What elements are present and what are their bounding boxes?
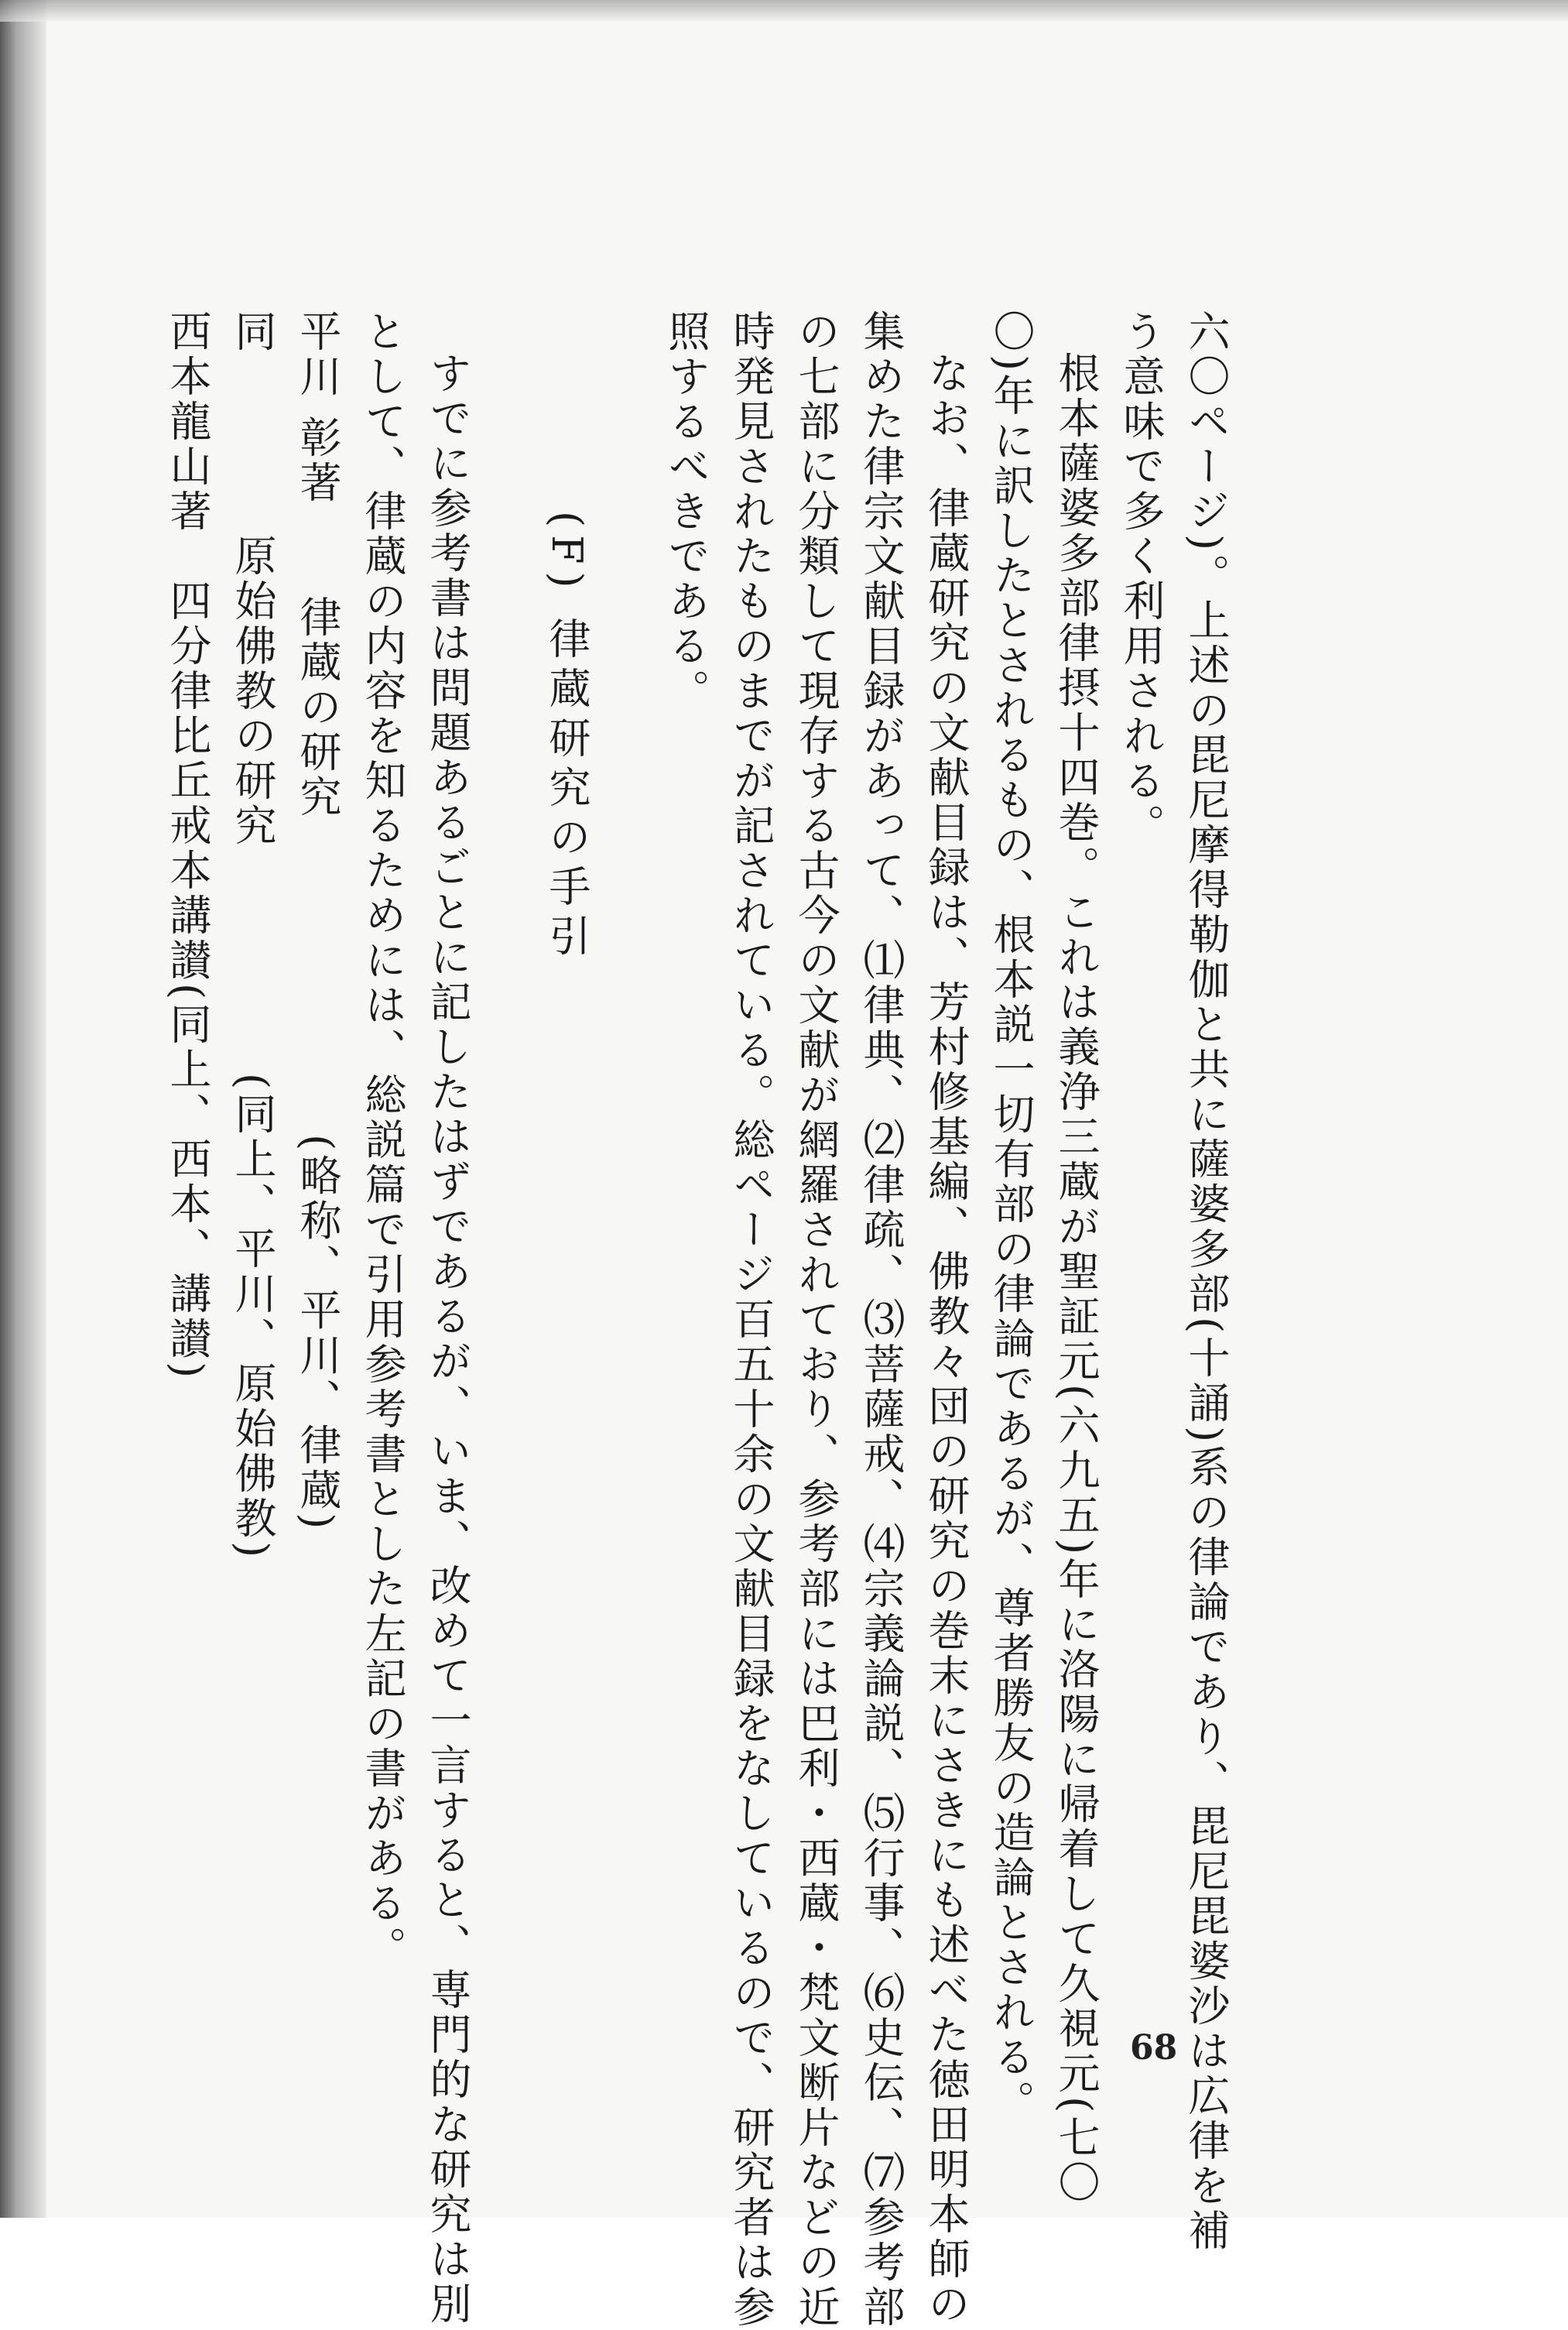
text-line: として、律蔵の内容を知るためには、総説篇で引用参考書とした左記の書がある。 xyxy=(358,310,407,1971)
text-line: 根本薩婆多部律摂十四巻。これは義浄三蔵が聖証元(六九五)年に洛陽に帰着して久視元(七〇 xyxy=(1052,351,1101,2206)
bib-author: 西本龍山著 xyxy=(163,310,212,534)
bib-abbr: (略称、平川、律蔵) xyxy=(293,1134,342,1533)
bib-abbr: (同上、平川、原始佛教) xyxy=(228,1073,277,1561)
bib-author: 平川 彰著 xyxy=(293,310,342,506)
text-line: 六〇ページ)。上述の毘尼摩得勒伽と共に薩婆多部(十誦)系の律論であり、毘尼毘婆沙は広律を補 xyxy=(1182,310,1231,2254)
bib-abbr: (同上、西本、講讃) xyxy=(163,983,212,1382)
section-heading: (F) 律蔵研究の手引 xyxy=(543,511,591,964)
page-number: 68 xyxy=(1130,2028,1178,2068)
text-line: の七部に分類して現存する古今の文献が網羅されており、参考部には巴利・西蔵・梵文断片などの近 xyxy=(792,310,840,2330)
bibliography-entry xyxy=(155,310,220,1935)
text-line: う意味で多く利用される。 xyxy=(1117,310,1166,848)
text-line: 〇)年に訳したとされるもの、根本説一切有部の律論であるが、尊者勝友の造論とされる。 xyxy=(987,310,1036,2126)
text-line: 時発見されたものまでが記されている。総ページ百五十余の文献目録をなしているので、研究者は参 xyxy=(727,310,775,2330)
text-line: なお、律蔵研究の文献目録は、芳村修基編、佛教々団の研究の巻末にさきにも述べた徳田明本師の xyxy=(922,351,971,2327)
bib-title: 原始佛教の研究 xyxy=(228,534,277,848)
scan-shadow-top xyxy=(0,0,1568,22)
bibliography-entry xyxy=(285,310,350,1935)
bibliography-entry xyxy=(220,310,285,1935)
text-line: 集めた律宗文献目録があって、⑴律典、⑵律疏、⑶菩薩戒、⑷宗義論説、⑸行事、⑹史伝、⑺参考部 xyxy=(857,310,906,2330)
text-line: すでに参考書は問題あるごとに記したはずであるが、いま、改めて一言すると、専門的な研究は別 xyxy=(423,351,472,2327)
text-line: 照するべきである。 xyxy=(662,310,710,714)
bib-title: 律蔵の研究 xyxy=(293,595,342,821)
bib-title: 四分律比丘戒本講讃 xyxy=(163,579,212,983)
bib-author: 同 xyxy=(228,310,277,355)
scan-shadow-left xyxy=(0,0,46,2218)
